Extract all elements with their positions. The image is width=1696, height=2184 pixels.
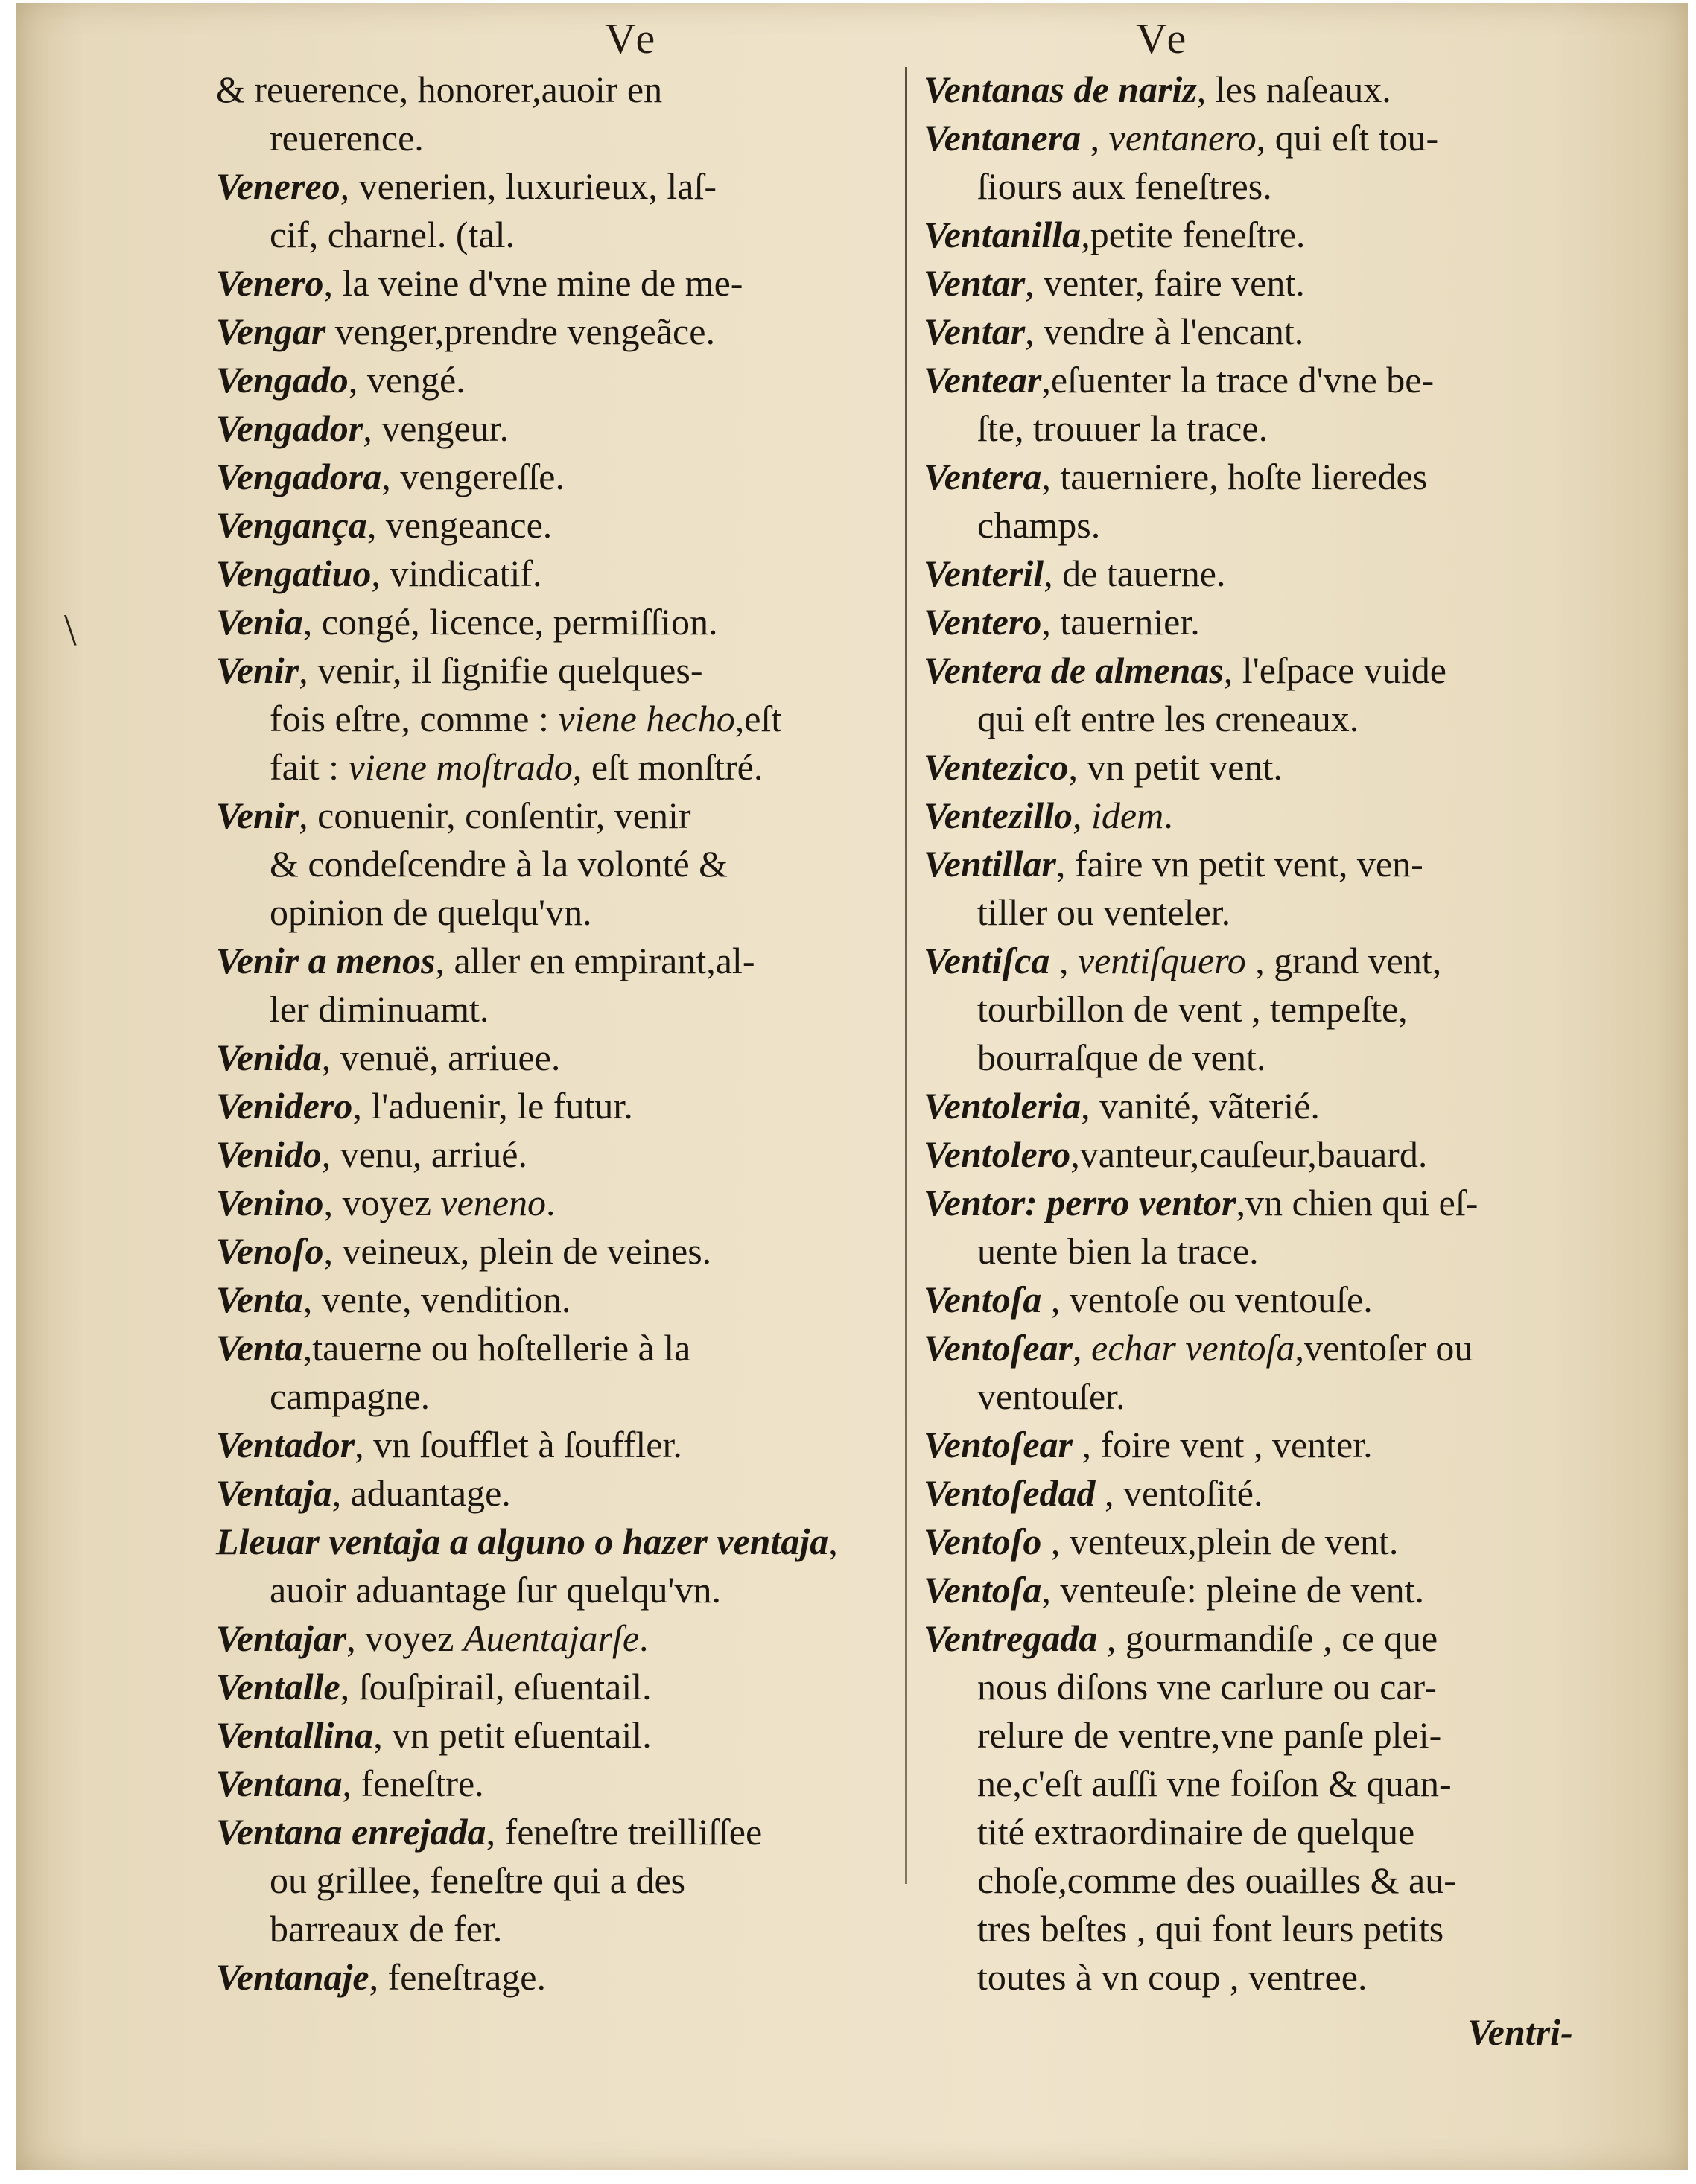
entry-headword: Ventera de almenas [924, 649, 1224, 691]
entry-text: , eſt monſtré. [572, 746, 763, 788]
entry-continuation-line [924, 1663, 1668, 1711]
entry-text: , feneſtre. [342, 1763, 484, 1804]
entry-text: , les naſeaux. [1196, 69, 1391, 110]
dictionary-entry [216, 792, 901, 840]
entry-headword: Ventallina [216, 1714, 374, 1756]
dictionary-entry [924, 1324, 1668, 1372]
dictionary-entry [216, 1324, 901, 1372]
entry-text: campagne. [270, 1375, 431, 1417]
dictionary-entry [924, 259, 1668, 308]
entry-text: , aduantage. [331, 1472, 511, 1514]
entry-text: . [639, 1617, 649, 1659]
entry-continuation-line [924, 695, 1668, 743]
entry-text: , tauerniere, hoſte lieredes [1041, 456, 1428, 497]
entry-text: , vn ſoufflet à ſouffler. [355, 1424, 682, 1465]
running-head-left: Ve [605, 14, 660, 63]
dictionary-entry [216, 1953, 901, 2002]
entry-text: , vengereſſe. [381, 456, 565, 497]
dictionary-entry [924, 792, 1668, 840]
entry-text: , qui eſt tou- [1256, 117, 1439, 159]
dictionary-entry [924, 308, 1668, 356]
dictionary-entry [924, 453, 1668, 501]
entry-headword: Ventana [216, 1763, 343, 1804]
entry-headword: Venida [216, 1037, 322, 1078]
entry-text: , l'aduenir, le futur. [352, 1085, 633, 1127]
entry-text: , vendre à l'encant. [1025, 311, 1304, 352]
entry-text: uente bien la trace. [977, 1230, 1259, 1272]
entry-text: , feneſtrage. [369, 1956, 546, 1998]
dictionary-entry [216, 162, 901, 211]
entry-text: , venteux,plein de vent. [1041, 1521, 1399, 1562]
dictionary-entry [216, 1421, 901, 1469]
entry-continuation-line [216, 985, 901, 1034]
entry-continuation-line [924, 1808, 1668, 1856]
entry-continuation-line [924, 888, 1668, 937]
entry-continuation-line [924, 404, 1668, 453]
entry-headword: Ventiſca [924, 940, 1050, 981]
entry-headword: Ventear [924, 359, 1042, 401]
entry-italic-text: ventiſquero [1077, 940, 1246, 981]
entry-headword: Ventero [924, 601, 1042, 643]
dictionary-entry [924, 743, 1668, 792]
dictionary-entry [216, 1130, 901, 1179]
entry-headword: Vengatiuo [216, 553, 372, 594]
dictionary-entry [216, 453, 901, 501]
entry-continuation-line [924, 1953, 1668, 2002]
entry-text: , voyez [323, 1182, 441, 1223]
entry-text: , ſouſpirail, eſuentail. [340, 1666, 652, 1707]
entry-headword: Ventillar [924, 843, 1056, 885]
dictionary-entry [924, 356, 1668, 404]
dictionary-entry [924, 114, 1668, 162]
entry-text: ou grillee, feneſtre qui a des [270, 1859, 686, 1901]
entry-text: fois eſtre, comme : [270, 698, 559, 739]
entry-headword: Venido [216, 1133, 322, 1175]
entry-headword: Venta [216, 1327, 303, 1369]
entry-text: , vanité, vãterié. [1081, 1085, 1320, 1127]
entry-headword: Ventoſear [924, 1327, 1073, 1369]
entry-headword: Ventoſear [924, 1424, 1073, 1465]
entry-continuation-line [924, 162, 1668, 211]
entry-text: fait : [270, 746, 349, 788]
dictionary-entry [216, 1711, 901, 1760]
entry-text: , vente, vendition. [302, 1279, 571, 1320]
entry-text: , l'eſpace vuide [1223, 649, 1446, 691]
dictionary-entry [216, 1227, 901, 1276]
entry-text: cif, charnel. (tal. [270, 214, 515, 255]
entry-text: , foire vent , venter. [1073, 1424, 1373, 1465]
entry-text: ler diminuamt. [270, 988, 489, 1030]
entry-text: tité extraordinaire de quelque [977, 1811, 1415, 1853]
entry-headword: Venero [216, 262, 324, 304]
entry-headword: Ventoſo [924, 1521, 1042, 1562]
entry-text: ne,c'eſt auſſi vne foiſon & quan- [977, 1763, 1452, 1804]
entry-headword: Vengança [216, 504, 367, 546]
dictionary-entry [924, 1179, 1668, 1227]
entry-headword: Ventera [924, 456, 1042, 497]
entry-headword: Ventar [924, 262, 1026, 304]
margin-mark: \ [64, 605, 77, 655]
dictionary-entry [924, 646, 1668, 695]
entry-continuation-line [924, 985, 1668, 1034]
entry-text: , voyez [346, 1617, 463, 1659]
entry-text: ,eſt [734, 698, 782, 739]
entry-text: , [1081, 117, 1109, 159]
dictionary-entry [216, 1469, 901, 1518]
entry-italic-text: Auentajarſe [463, 1617, 640, 1659]
dictionary-entry [216, 356, 901, 404]
entry-headword: Vengador [216, 407, 363, 449]
entry-continuation-line [924, 501, 1668, 550]
entry-headword: Venia [216, 601, 303, 643]
entry-text: barreaux de fer. [270, 1908, 503, 1949]
entry-headword: Ventoleria [924, 1085, 1082, 1127]
dictionary-entry [216, 1760, 901, 1808]
dictionary-entry [216, 937, 901, 985]
entry-italic-text: ventanero [1108, 117, 1257, 159]
entry-text: , vengeur. [363, 407, 509, 449]
entry-text: , veineux, plein de veines. [323, 1230, 712, 1272]
entry-text: ,ventoſer ou [1295, 1327, 1473, 1369]
entry-text: ſte, trouuer la trace. [977, 407, 1268, 449]
dictionary-entry [216, 1276, 901, 1324]
entry-headword: Venir [216, 649, 299, 691]
dictionary-entry [924, 1276, 1668, 1324]
entry-text: , la veine d'vne mine de me- [323, 262, 743, 304]
left-column [216, 66, 901, 2002]
entry-continuation-line [216, 743, 901, 792]
entry-headword: Ventregada [924, 1617, 1098, 1659]
entry-continuation-line [216, 888, 901, 937]
entry-italic-text: viene moſtrado [348, 746, 573, 788]
entry-headword: Venino [216, 1182, 324, 1223]
entry-headword: Ventanaje [216, 1956, 369, 1998]
entry-text: , venir, il ſignifie quelques- [299, 649, 703, 691]
entry-text: tres beſtes , qui font leurs petits [977, 1908, 1444, 1949]
entry-text: , faire vn petit vent, ven- [1055, 843, 1423, 885]
entry-text: , aller en empirant,al- [435, 940, 755, 981]
entry-headword: Ventaja [216, 1472, 332, 1514]
entry-text: tiller ou venteler. [977, 891, 1231, 933]
entry-headword: Vengar [216, 311, 326, 352]
entry-headword: Venteril [924, 553, 1044, 594]
entry-text: . [545, 1182, 556, 1223]
entry-text: qui eſt entre les creneaux. [977, 698, 1359, 739]
dictionary-entry [924, 1614, 1668, 1663]
entry-text: choſe,comme des ouailles & au- [977, 1859, 1456, 1901]
entry-text: ,eſuenter la trace d'vne be- [1041, 359, 1435, 401]
entry-headword: Ventoſa [924, 1279, 1042, 1320]
entry-text: , vn petit vent. [1068, 746, 1283, 788]
entry-text: & condeſcendre à la volonté & [270, 843, 728, 885]
entry-text: ventouſer. [977, 1375, 1125, 1417]
dictionary-entry [216, 1179, 901, 1227]
entry-text: , conuenir, conſentir, venir [299, 795, 691, 836]
dictionary-entry [216, 598, 901, 646]
dictionary-entry [216, 66, 901, 114]
entry-headword: Venereo [216, 165, 340, 207]
entry-italic-text: idem [1091, 795, 1164, 836]
entry-text: , vengé. [348, 359, 466, 401]
entry-text: ,petite feneſtre. [1081, 214, 1306, 255]
entry-text: reuerence. [270, 117, 424, 159]
dictionary-entry [924, 1566, 1668, 1614]
entry-headword: Ventanera [924, 117, 1082, 159]
entry-text: & reuerence, honorer,auoir en [216, 69, 663, 110]
entry-continuation-line [924, 1227, 1668, 1276]
dictionary-entry [216, 1082, 901, 1130]
dictionary-entry [924, 211, 1668, 259]
dictionary-entry [216, 1808, 901, 1856]
entry-text: , venu, arriué. [321, 1133, 527, 1175]
entry-headword: Ventalle [216, 1666, 340, 1707]
entry-text: , venuë, arriuee. [321, 1037, 561, 1078]
entry-text: ſiours aux feneſtres. [977, 165, 1272, 207]
entry-text: , gourmandiſe , ce que [1097, 1617, 1438, 1659]
entry-text: , feneſtre treilliſſee [486, 1811, 763, 1853]
entry-text: , vn petit eſuentail. [373, 1714, 652, 1756]
entry-headword: Venir [216, 795, 299, 836]
entry-continuation-line [216, 114, 901, 162]
dictionary-entry [216, 550, 901, 598]
entry-headword: Vengado [216, 359, 349, 401]
dictionary-entry [924, 1421, 1668, 1469]
entry-continuation-line [216, 211, 901, 259]
entry-continuation-line [216, 1905, 901, 1953]
entry-text: nous diſons vne carlure ou car- [977, 1666, 1437, 1707]
entry-text: , ventoſité. [1095, 1472, 1263, 1514]
dictionary-entry [924, 937, 1668, 985]
entry-text: , [1049, 940, 1078, 981]
entry-continuation-line [216, 695, 901, 743]
entry-continuation-line [924, 1711, 1668, 1760]
entry-italic-text: veneno [440, 1182, 546, 1223]
entry-text: , ventoſe ou ventouſe. [1041, 1279, 1373, 1320]
entry-text: , venter, faire vent. [1025, 262, 1305, 304]
entry-text: , vengeance. [366, 504, 553, 546]
entry-continuation-line [216, 1372, 901, 1421]
entry-text: , tauernier. [1041, 601, 1200, 643]
dictionary-entry [216, 1663, 901, 1711]
entry-text: tourbillon de vent , tempeſte, [977, 988, 1408, 1030]
entry-headword: Ventezico [924, 746, 1069, 788]
dictionary-entry [924, 66, 1668, 114]
entry-continuation-line [924, 1905, 1668, 1953]
entry-italic-text: echar ventoſa [1091, 1327, 1295, 1369]
entry-headword: Ventana enrejada [216, 1811, 486, 1853]
dictionary-entry [216, 1518, 901, 1566]
entry-text: bourraſque de vent. [977, 1037, 1266, 1078]
entry-headword: Lleuar ventaja a alguno o hazer ventaja [216, 1521, 829, 1562]
entry-headword: Venir a menos [216, 940, 436, 981]
entry-continuation-line [924, 1856, 1668, 1905]
entry-continuation-line [216, 840, 901, 888]
entry-headword: Ventolero [924, 1133, 1071, 1175]
entry-text: ,vn chien qui eſ- [1236, 1182, 1479, 1223]
entry-headword: Ventajar [216, 1617, 347, 1659]
entry-text: ,vanteur,cauſeur,bauard. [1070, 1133, 1428, 1175]
entry-text: , congé, licence, permiſſion. [302, 601, 718, 643]
entry-text: , grand vent, [1245, 940, 1442, 981]
entry-headword: Venta [216, 1279, 303, 1320]
entry-text: , [1073, 795, 1092, 836]
entry-text: , venerien, luxurieux, laſ- [340, 165, 717, 207]
entry-continuation-line [924, 1760, 1668, 1808]
entry-headword: Ventoſedad [924, 1472, 1096, 1514]
dictionary-entry [924, 1469, 1668, 1518]
dictionary-entry [924, 1518, 1668, 1566]
dictionary-entry [924, 1130, 1668, 1179]
entry-text: champs. [977, 504, 1101, 546]
entry-headword: Ventar [924, 311, 1026, 352]
entry-text: auoir aduantage ſur quelqu'vn. [270, 1569, 722, 1611]
dictionary-entry [924, 550, 1668, 598]
dictionary-entry [216, 1034, 901, 1082]
entry-continuation-line [924, 1034, 1668, 1082]
entry-continuation-line [216, 1566, 901, 1614]
entry-headword: Ventanilla [924, 214, 1082, 255]
entry-italic-text: viene hecho [558, 698, 735, 739]
dictionary-entry [924, 598, 1668, 646]
entry-text: venger,prendre vengeãce. [325, 311, 715, 352]
column-divider [905, 67, 907, 1884]
entry-text: , de tauerne. [1044, 553, 1226, 594]
dictionary-entry [216, 646, 901, 695]
entry-text: , venteuſe: pleine de vent. [1041, 1569, 1425, 1611]
entry-headword: Ventanas de nariz [924, 69, 1197, 110]
entry-text: relure de ventre,vne panſe plei- [977, 1714, 1442, 1756]
dictionary-entry [924, 1082, 1668, 1130]
entry-continuation-line [924, 1372, 1668, 1421]
dictionary-entry [216, 1614, 901, 1663]
entry-headword: Venoſo [216, 1230, 324, 1272]
entry-headword: Vengadora [216, 456, 382, 497]
right-column [924, 66, 1668, 2002]
dictionary-entry [216, 259, 901, 308]
entry-headword: Ventoſa [924, 1569, 1042, 1611]
entry-text: , [1073, 1327, 1091, 1369]
dictionary-entry [924, 840, 1668, 888]
entry-headword: Ventador [216, 1424, 355, 1465]
running-head-right: Ve [1136, 14, 1191, 63]
dictionary-entry [216, 308, 901, 356]
entry-headword: Ventezillo [924, 795, 1073, 836]
entry-text: , [828, 1521, 838, 1562]
catchword: Ventri- [1467, 2011, 1573, 2053]
entry-text: ,tauerne ou hoſtellerie à la [302, 1327, 691, 1369]
entry-headword: Venidero [216, 1085, 353, 1127]
entry-text: toutes à vn coup , ventree. [977, 1956, 1368, 1998]
entry-text: . [1163, 795, 1173, 836]
dictionary-entry [216, 404, 901, 453]
dictionary-entry [216, 501, 901, 550]
entry-headword: Ventor: perro ventor [924, 1182, 1236, 1223]
entry-continuation-line [216, 1856, 901, 1905]
entry-text: opinion de quelqu'vn. [270, 891, 592, 933]
entry-text: , vindicatif. [371, 553, 542, 594]
